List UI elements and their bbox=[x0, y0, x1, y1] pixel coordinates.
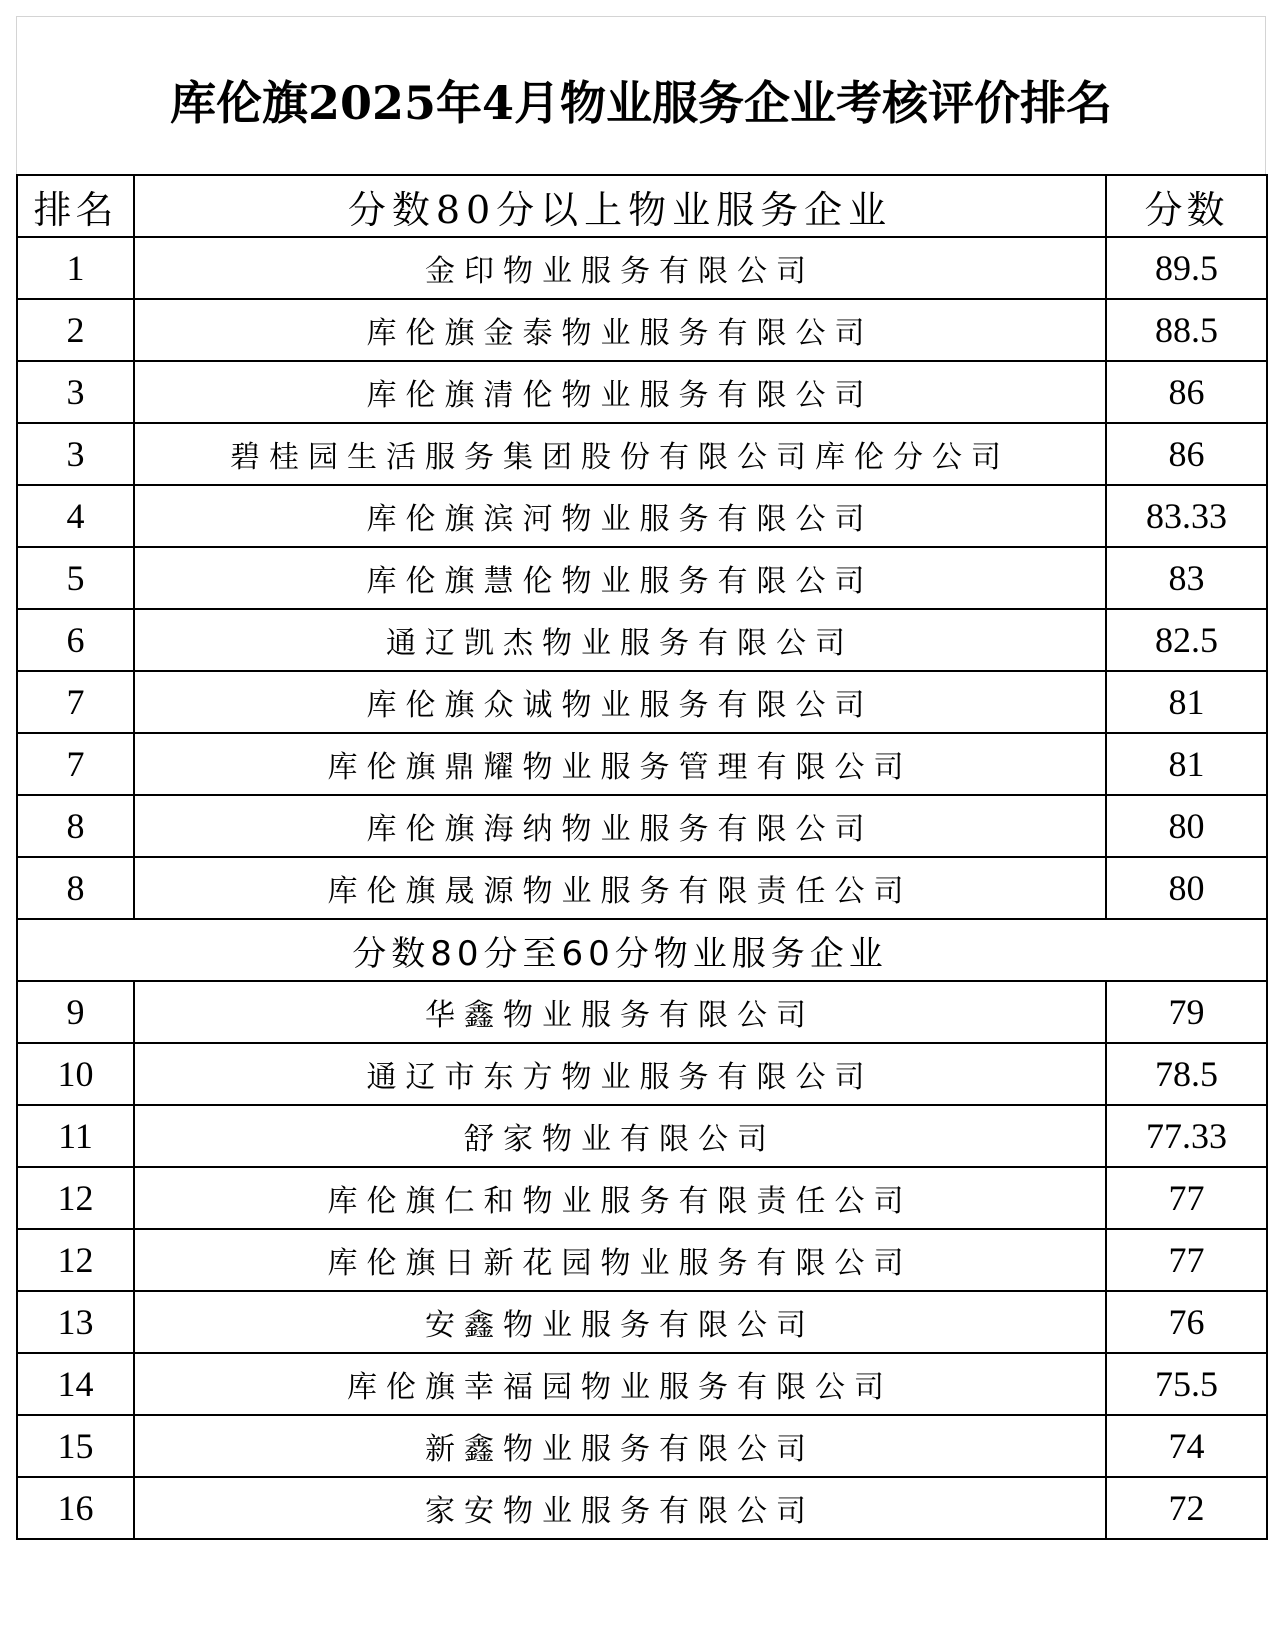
table-row bbox=[17, 671, 1267, 733]
company-name-cell: 库伦旗金泰物业服务有限公司 bbox=[134, 299, 1106, 361]
table-row bbox=[17, 1229, 1267, 1291]
table-row bbox=[17, 1167, 1267, 1229]
score-cell: 76 bbox=[1106, 1291, 1267, 1353]
company-name-cell: 库伦旗日新花园物业服务有限公司 bbox=[134, 1229, 1106, 1291]
table-row bbox=[17, 423, 1267, 485]
header-section1: 分数80分以上物业服务企业 bbox=[134, 175, 1106, 237]
table-row bbox=[17, 1043, 1267, 1105]
score-cell: 82.5 bbox=[1106, 609, 1267, 671]
company-name-cell: 库伦旗清伦物业服务有限公司 bbox=[134, 361, 1106, 423]
header-rank: 排名 bbox=[17, 175, 134, 237]
score-cell: 86 bbox=[1106, 423, 1267, 485]
table-row bbox=[17, 981, 1267, 1043]
score-cell: 89.5 bbox=[1106, 237, 1267, 299]
score-cell: 74 bbox=[1106, 1415, 1267, 1477]
company-name-cell: 安鑫物业服务有限公司 bbox=[134, 1291, 1106, 1353]
rank-cell: 5 bbox=[17, 547, 134, 609]
rank-cell: 3 bbox=[17, 423, 134, 485]
rank-cell: 3 bbox=[17, 361, 134, 423]
score-cell: 88.5 bbox=[1106, 299, 1267, 361]
section-blank-cell bbox=[1106, 919, 1267, 981]
company-name-cell: 舒家物业有限公司 bbox=[134, 1105, 1106, 1167]
company-name-cell: 金印物业服务有限公司 bbox=[134, 237, 1106, 299]
ranking-sheet bbox=[16, 16, 1266, 1628]
header-row bbox=[17, 175, 1267, 237]
ranking-table bbox=[16, 174, 1268, 1540]
company-name-cell: 库伦旗鼎耀物业服务管理有限公司 bbox=[134, 733, 1106, 795]
company-name-cell: 库伦旗海纳物业服务有限公司 bbox=[134, 795, 1106, 857]
company-name-cell: 华鑫物业服务有限公司 bbox=[134, 981, 1106, 1043]
rank-cell: 9 bbox=[17, 981, 134, 1043]
table-row bbox=[17, 1105, 1267, 1167]
score-cell: 81 bbox=[1106, 733, 1267, 795]
section2-title: 分数80分至60分物业服务企业 bbox=[134, 919, 1106, 981]
company-name-cell: 库伦旗幸福园物业服务有限公司 bbox=[134, 1353, 1106, 1415]
table-row bbox=[17, 299, 1267, 361]
score-cell: 78.5 bbox=[1106, 1043, 1267, 1105]
score-cell: 83.33 bbox=[1106, 485, 1267, 547]
rank-cell: 13 bbox=[17, 1291, 134, 1353]
company-name-cell: 库伦旗仁和物业服务有限责任公司 bbox=[134, 1167, 1106, 1229]
company-name-cell: 库伦旗晟源物业服务有限责任公司 bbox=[134, 857, 1106, 919]
score-cell: 79 bbox=[1106, 981, 1267, 1043]
score-cell: 75.5 bbox=[1106, 1353, 1267, 1415]
table-row bbox=[17, 733, 1267, 795]
table-row bbox=[17, 1291, 1267, 1353]
header-score: 分数 bbox=[1106, 175, 1267, 237]
page-title: 库伦旗2025年4月物业服务企业考核评价排名 bbox=[169, 75, 1113, 130]
company-name-cell: 新鑫物业服务有限公司 bbox=[134, 1415, 1106, 1477]
rank-cell: 8 bbox=[17, 857, 134, 919]
rank-cell: 8 bbox=[17, 795, 134, 857]
company-name-cell: 家安物业服务有限公司 bbox=[134, 1477, 1106, 1539]
table-row bbox=[17, 609, 1267, 671]
company-name-cell: 通辽凯杰物业服务有限公司 bbox=[134, 609, 1106, 671]
score-cell: 80 bbox=[1106, 857, 1267, 919]
table-row bbox=[17, 1353, 1267, 1415]
section-header-row bbox=[17, 919, 1267, 981]
rank-cell: 10 bbox=[17, 1043, 134, 1105]
score-cell: 81 bbox=[1106, 671, 1267, 733]
score-cell: 72 bbox=[1106, 1477, 1267, 1539]
score-cell: 83 bbox=[1106, 547, 1267, 609]
section-blank-cell bbox=[17, 919, 134, 981]
company-name-cell: 通辽市东方物业服务有限公司 bbox=[134, 1043, 1106, 1105]
rank-cell: 14 bbox=[17, 1353, 134, 1415]
table-row bbox=[17, 857, 1267, 919]
rank-cell: 15 bbox=[17, 1415, 134, 1477]
rank-cell: 12 bbox=[17, 1229, 134, 1291]
table-row bbox=[17, 361, 1267, 423]
score-cell: 77 bbox=[1106, 1229, 1267, 1291]
score-cell: 77.33 bbox=[1106, 1105, 1267, 1167]
rank-cell: 4 bbox=[17, 485, 134, 547]
table-row bbox=[17, 795, 1267, 857]
company-name-cell: 库伦旗慧伦物业服务有限公司 bbox=[134, 547, 1106, 609]
score-cell: 80 bbox=[1106, 795, 1267, 857]
score-cell: 86 bbox=[1106, 361, 1267, 423]
rank-cell: 2 bbox=[17, 299, 134, 361]
rank-cell: 7 bbox=[17, 733, 134, 795]
company-name-cell: 库伦旗众诚物业服务有限公司 bbox=[134, 671, 1106, 733]
rank-cell: 16 bbox=[17, 1477, 134, 1539]
table-row bbox=[17, 547, 1267, 609]
table-row bbox=[17, 1415, 1267, 1477]
rank-cell: 12 bbox=[17, 1167, 134, 1229]
table-row bbox=[17, 485, 1267, 547]
rank-cell: 6 bbox=[17, 609, 134, 671]
company-name-cell: 碧桂园生活服务集团股份有限公司库伦分公司 bbox=[134, 423, 1106, 485]
title-box bbox=[16, 16, 1266, 174]
table-row bbox=[17, 1477, 1267, 1539]
company-name-cell: 库伦旗滨河物业服务有限公司 bbox=[134, 485, 1106, 547]
score-cell: 77 bbox=[1106, 1167, 1267, 1229]
rank-cell: 11 bbox=[17, 1105, 134, 1167]
table-row bbox=[17, 237, 1267, 299]
rank-cell: 7 bbox=[17, 671, 134, 733]
rank-cell: 1 bbox=[17, 237, 134, 299]
